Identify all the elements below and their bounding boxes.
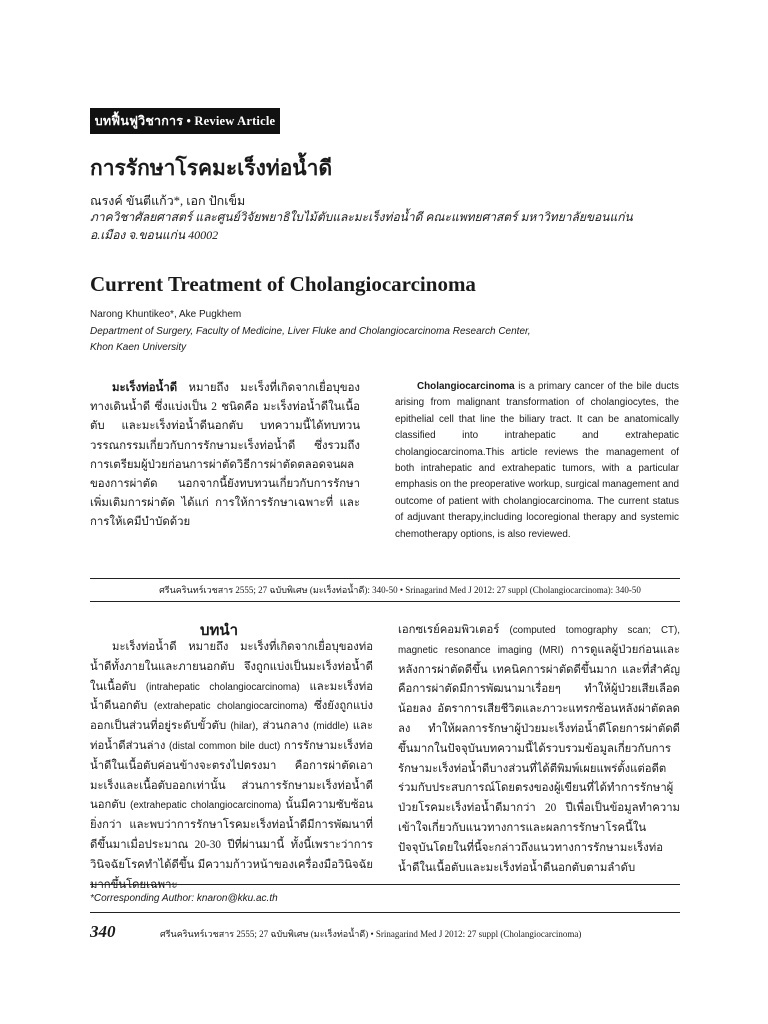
body-column-right — [398, 621, 680, 878]
body-left-segment: (hilar) — [230, 721, 256, 733]
thai-title: การรักษาโรคมะเร็งท่อน้ำดี — [90, 156, 333, 180]
thai-authors: ณรงค์ ขันตีแก้ว*, เอก ปักเข็ม — [90, 194, 246, 208]
citation-rule-top — [90, 578, 680, 579]
body-right-segment: การดูแลผู้ป่วยก่อนและหลังการผ่าตัดดีขึ้น เทคนิคการผ่าตัดดีขึ้นมาก และที่สำคัญคือการผ่าตัดมีการพัฒนามาเรื่อยๆ ทำให้ผู้ป่วยเสียเลือดน้อยลง อัตราการเสียชีวิตและภาวะแทรกซ้อนหลังผ่าตัดลดลง ทำให้ผลการรักษาผู้ป่วยมะเร็งท่อน้ำดีโดยการผ่าตัดดีขึ้นมากในปัจจุบันบทความนี้ได้รวบรวมข้อมูลเกี่ยวกับการรักษามะเร็งท่อน้ำดีบางส่วนที่ได้ตีพิมพ์เผยแพร่ตั้งแต่อดีตร่วมกับประสบการณ์โดยตรงของผู้เขียนที่ได้ทำการรักษาผู้ป่วยโรคมะเร็งท่อน้ำดีมากว่า 20 ปีเพื่อเป็นข้อมูลทำความเข้าใจเกี่ยวกับแนวทางการและผลการรักษาโรคนี้ในปัจจุบันโดยในที่นี้จะกล่าวถึงแนวทางการรักษามะเร็งท่อน้ำดีในเนื้อตับและมะเร็งท่อน้ำดีนอกตับตามลำดับ — [398, 643, 680, 874]
body-left-segment: (extrahepatic cholangiocarcinoma) — [130, 800, 282, 812]
english-title: Current Treatment of Cholangiocarcinoma — [90, 272, 476, 296]
journal-citation: ศรีนครินทร์เวชสาร 2555; 27 ฉบับพิเศษ (มะเร็งท่อน้ำดี): 340-50 • Srinagarind Med J 2012: 27 suppl (Cholangiocarcinoma): 340-50 — [159, 585, 641, 595]
thai-affiliation — [90, 208, 690, 244]
abstract-thai-text: หมายถึง มะเร็งที่เกิดจากเยื่อบุของทางเดินน้ำดี ซึ่งแบ่งเป็น 2 ชนิดคือ มะเร็งท่อน้ำดีในเนื้อตับ และมะเร็งท่อน้ำดีนอกตับ บทความนี้ได้ทบทวนวรรณกรรมเกี่ยวกับการรักษามะเร็งท่อน้ำดี ซึ่งรวมถึงการเตรียมผู้ป่วยก่อนการผ่าตัดวิธีการผ่าตัดตลอดจนผลของการผ่าตัด นอกจากนี้ยังทบทวนเกี่ยวกับการรักษาเพิ่มเติมการผ่าตัด ได้แก่ การให้การรักษาเฉพาะที่ และการให้เคมีบำบัดด้วย — [90, 382, 360, 529]
body-right-segment: (computed tomography scan; CT), magnetic resonance imaging (MRI) — [398, 625, 680, 656]
english-authors: Narong Khuntikeo*, Ake Pugkhem — [90, 309, 242, 320]
footer-citation: ศรีนครินทร์เวชสาร 2555; 27 ฉบับพิเศษ (มะเร็งท่อน้ำดี) • Srinagarind Med J 2012: 27 suppl (Cholangiocarcinoma) — [160, 929, 582, 939]
body-left-segment: (extrahepatic cholangiocarcinoma) — [153, 701, 308, 713]
body-left-segment: (middle) — [313, 721, 349, 733]
body-left-segment: (intrahepatic cholangiocarcinoma) — [145, 681, 300, 693]
article-type-badge: บทฟื้นฟูวิชาการ • Review Article — [90, 108, 280, 134]
body-left-segment: และท่อน้ำดีส่วนล่าง — [90, 720, 373, 752]
body-left-segment: นั้นมีความซับซ้อนยิ่งกว่า และพบว่าการรักษาโรคมะเร็งท่อน้ำดีมีการพัฒนาที่ดีขึ้นมาเมื่อประมาณ 20-30 ปีที่ผ่านมานี้ ทั้งนี้เพราะว่าการวินิจฉัยโรคทำได้ดีขึ้น มีความก้าวหน้าของเครื่องมือวินิจฉัยมากขึ้นโดยเฉพาะ — [90, 799, 373, 891]
body-column-left — [90, 638, 373, 895]
abstract-thai — [90, 379, 360, 533]
corresponding-author-footnote: *Corresponding Author: knaron@kku.ac.th — [90, 893, 278, 904]
abstract-english — [395, 379, 679, 543]
body-left-segment: (distal common bile duct) — [169, 740, 281, 752]
body-left-segment: ซึ่งยังถูกแบ่งออกเป็นส่วนที่อยู่ระดับขั้วตับ — [90, 700, 373, 733]
page-number: 340 — [90, 922, 116, 941]
thai-affiliation-line-2: อ.เมือง จ.ขอนแก่น 40002 — [90, 228, 219, 242]
abstract-english-text: is a primary cancer of the bile ducts arising from malignant transformation of cholangiocytes, the epithelial cell that line the biliary tract. It can be anatomically classified into intrahepatic and extrahepatic cholangiocarcinoma.This article reviews the management of both intrahepatic and extrahepatic tumors, with a particular emphasis on the preoperative workup, surgical management and outcome of patient with cholangiocarcinoma. The current status of adjuvant therapy,including locoregional therapy and systemic chemotherapy options, is also reviewed. — [395, 381, 679, 540]
body-left-segment: , ส่วนกลาง — [255, 720, 314, 733]
body-left-segment: มะเร็งท่อน้ำดี หมายถึง มะเร็งที่เกิดจากเยื่อบุของท่อน้ำดีทั้งภายในและภายนอกตับ จึงถูกแบ่งเป็นมะเร็งท่อน้ำดีในเนื้อตับ — [90, 641, 373, 693]
footer-rule — [90, 912, 680, 913]
body-left-segment: และมะเร็งท่อน้ำดีนอกตับ — [90, 680, 373, 713]
abstract-thai-lead-term: มะเร็งท่อน้ำดี — [112, 382, 178, 394]
section-heading-introduction: บทนำ — [200, 623, 239, 639]
english-affiliation — [90, 324, 650, 356]
english-affiliation-line-2: Khon Kaen University — [90, 342, 187, 353]
abstract-english-lead-term: Cholangiocarcinoma — [417, 381, 515, 392]
english-affiliation-line-1: Department of Surgery, Faculty of Medicine, Liver Fluke and Cholangiocarcinoma Research Center, — [90, 326, 531, 337]
citation-rule-bottom — [90, 601, 680, 602]
thai-affiliation-line-1: ภาควิชาศัลยศาสตร์ และศูนย์วิจัยพยาธิใบไม้ตับและมะเร็งท่อน้ำดี คณะแพทยศาสตร์ มหาวิทยาลัยขอนแก่น — [90, 210, 633, 224]
footnote-rule — [90, 884, 680, 885]
body-right-segment: เอกซเรย์คอมพิวเตอร์ — [398, 624, 510, 636]
body-left-segment: การรักษามะเร็งท่อน้ำดีในเนื้อตับค่อนข้างจะตรงไปตรงมา คือการผ่าตัดเอามะเร็งและเนื้อตับออกเท่านั้น ส่วนการรักษามะเร็งท่อน้ำดีนอกตับ — [90, 739, 373, 812]
